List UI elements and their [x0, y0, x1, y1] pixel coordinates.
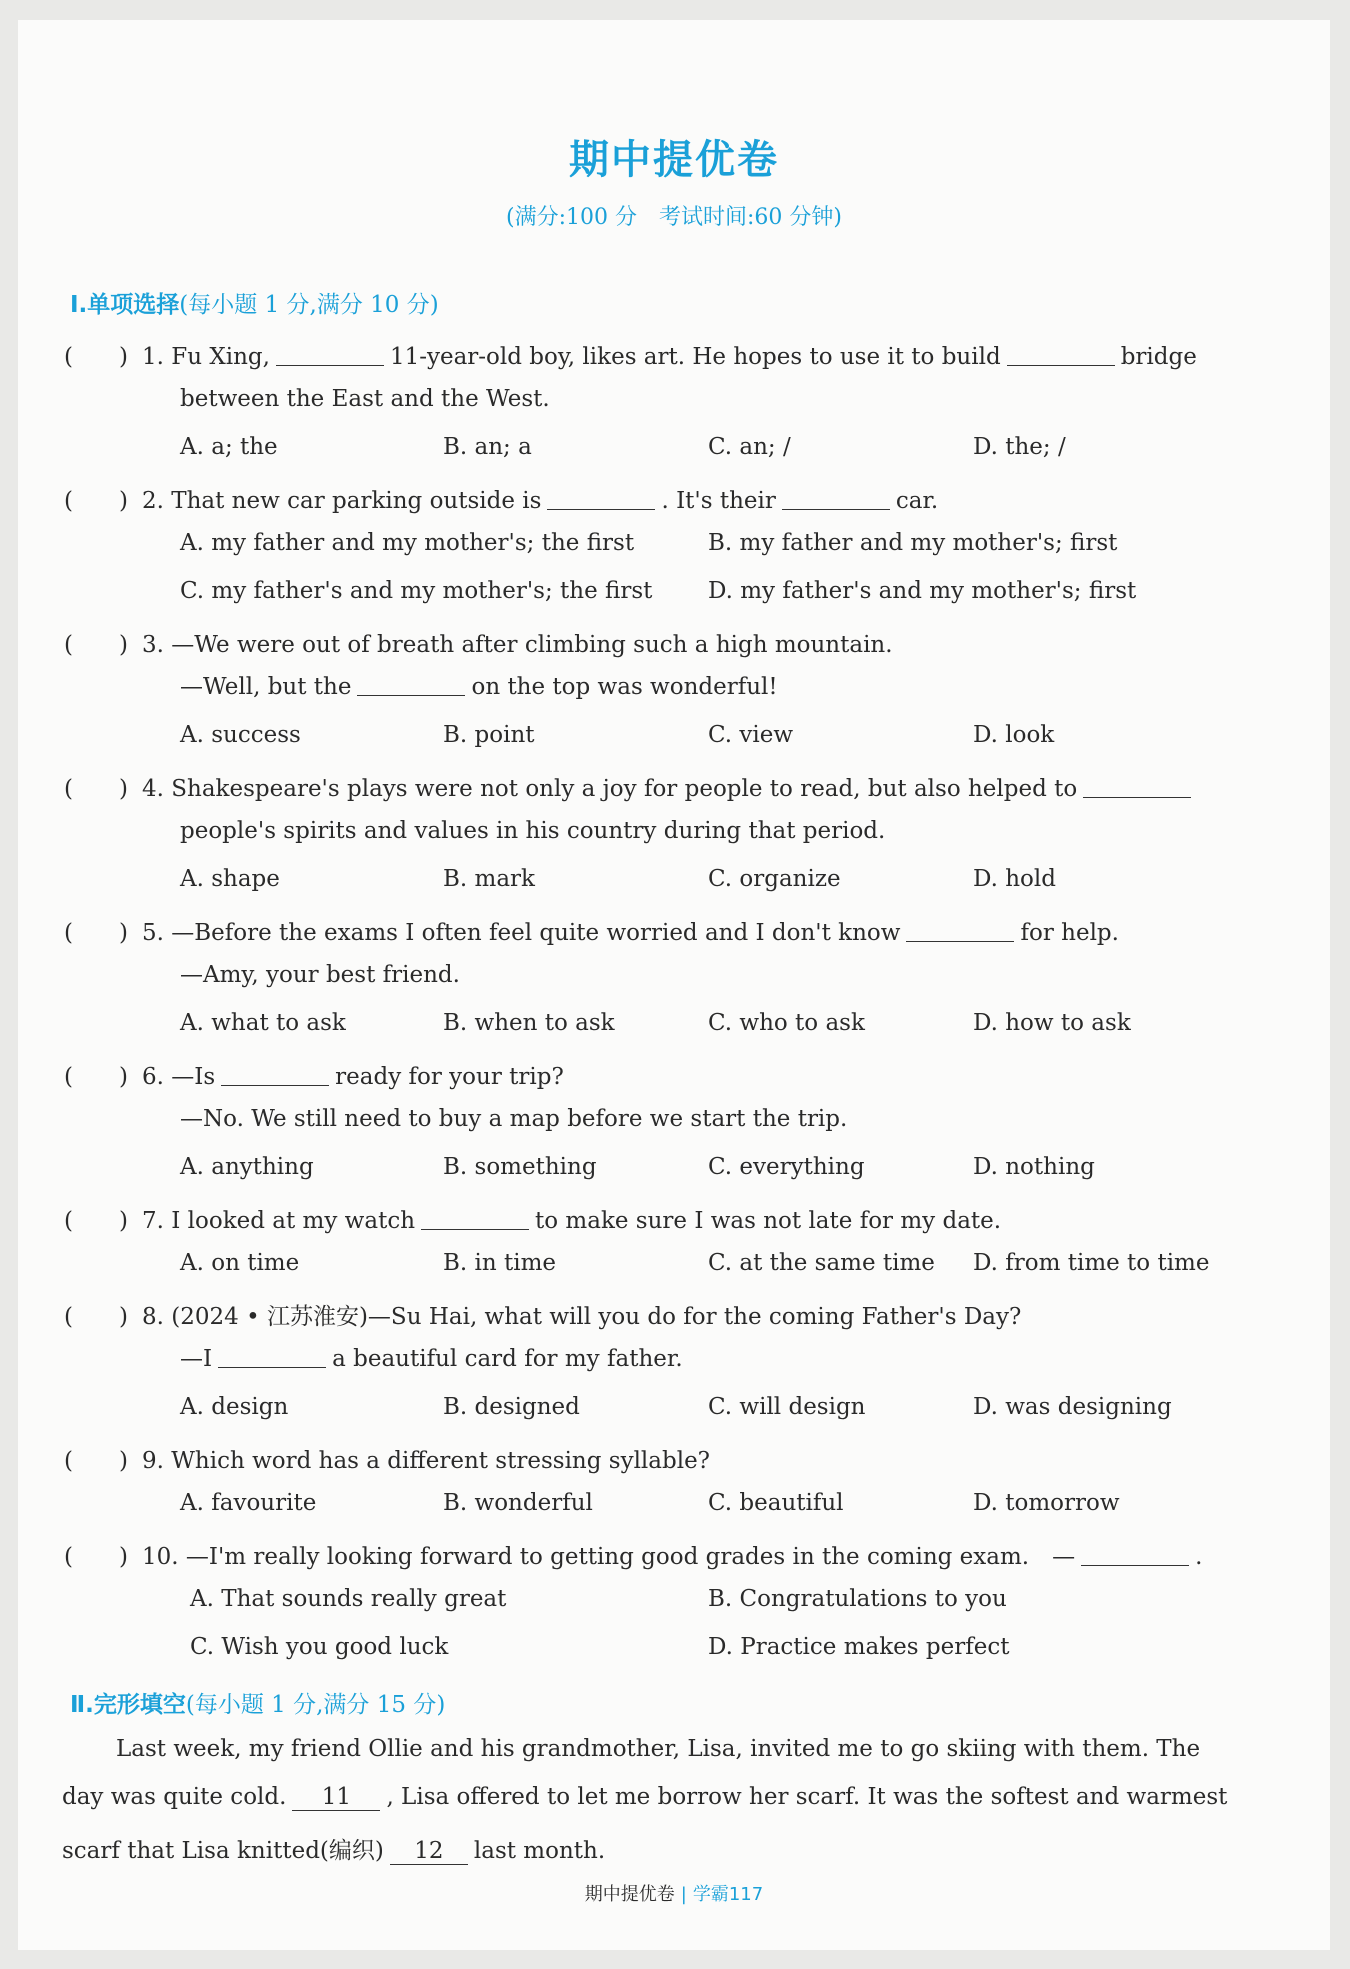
- question-text: Shakespeare's plays were not only a joy for people to read, but also helped to: [171, 776, 1078, 802]
- question-text: —Well, but the on the top was wonderful!: [180, 674, 778, 700]
- option-a[interactable]: A. shape: [180, 866, 280, 892]
- option-b[interactable]: B. my father and my mother's; first: [708, 530, 1118, 556]
- answer-bracket[interactable]: ( ): [64, 1448, 128, 1474]
- question-number: 7.: [142, 1208, 164, 1234]
- footer-title: 期中提优卷: [584, 1884, 675, 1905]
- exam-page: [18, 20, 1330, 1950]
- question-text: —Amy, your best friend.: [180, 962, 460, 988]
- answer-blank[interactable]: [547, 508, 655, 510]
- question-number: 9.: [142, 1448, 164, 1474]
- answer-blank[interactable]: [421, 1228, 529, 1230]
- option-a[interactable]: A. favourite: [180, 1490, 317, 1516]
- answer-blank[interactable]: [1081, 1564, 1189, 1566]
- question-text: 11-year-old boy, likes art. He hopes to use it to build: [389, 344, 1001, 370]
- question-3: [64, 626, 893, 659]
- option-c[interactable]: C. an; /: [708, 434, 791, 460]
- question-10: [64, 1538, 1202, 1571]
- question-text: —Is: [171, 1064, 216, 1090]
- question-number: 1.: [142, 344, 164, 370]
- answer-bracket[interactable]: ( ): [64, 1304, 128, 1330]
- option-a[interactable]: A. a; the: [180, 434, 278, 460]
- question-text: people's spirits and values in his country during that period.: [180, 818, 886, 844]
- question-text: —I a beautiful card for my father.: [180, 1346, 683, 1372]
- option-b[interactable]: B. an; a: [443, 434, 532, 460]
- answer-blank[interactable]: [276, 364, 384, 366]
- section-number: Ⅱ.: [70, 1692, 94, 1718]
- question-5: [64, 914, 1119, 947]
- option-b[interactable]: B. wonderful: [443, 1490, 593, 1516]
- section-note: (每小题 1 分,满分 15 分): [185, 1692, 446, 1718]
- option-d[interactable]: D. look: [973, 722, 1055, 748]
- option-c[interactable]: C. my father's and my mother's; the first: [180, 578, 653, 604]
- option-b[interactable]: B. Congratulations to you: [708, 1586, 1007, 1612]
- question-text: between the East and the West.: [180, 386, 550, 412]
- answer-bracket[interactable]: ( ): [64, 776, 128, 802]
- section-number: Ⅰ.: [70, 292, 88, 318]
- cloze-blank-11[interactable]: 11: [292, 1784, 380, 1811]
- question-text: Fu Xing,: [171, 344, 270, 370]
- answer-bracket[interactable]: ( ): [64, 632, 128, 658]
- option-d[interactable]: D. nothing: [973, 1154, 1095, 1180]
- option-a[interactable]: A. anything: [180, 1154, 314, 1180]
- passage-line: day was quite cold. 11 , Lisa offered to let me borrow her scarf. It was the softest and warmest: [62, 1784, 1228, 1810]
- question-text: —I'm really looking forward to getting good grades in the coming exam. —: [185, 1544, 1076, 1570]
- option-b[interactable]: B. something: [443, 1154, 597, 1180]
- page-number: 117: [728, 1884, 764, 1905]
- option-a[interactable]: A. That sounds really great: [190, 1586, 507, 1612]
- section-title: 单项选择: [87, 292, 180, 318]
- page-title: 期中提优卷: [569, 137, 779, 183]
- question-number: 2.: [142, 488, 164, 514]
- answer-bracket[interactable]: ( ): [64, 344, 128, 370]
- option-d[interactable]: D. tomorrow: [973, 1490, 1120, 1516]
- option-c[interactable]: C. everything: [708, 1154, 865, 1180]
- option-d[interactable]: D. the; /: [973, 434, 1066, 460]
- answer-blank[interactable]: [906, 940, 1014, 942]
- question-text: —We were out of breath after climbing such a high mountain.: [171, 632, 893, 658]
- question-text: —Before the exams I often feel quite worried and I don't know: [171, 920, 901, 946]
- option-a[interactable]: A. my father and my mother's; the first: [180, 530, 635, 556]
- question-4: [64, 770, 1197, 803]
- question-number: 5.: [142, 920, 164, 946]
- question-9: [64, 1442, 710, 1475]
- answer-blank[interactable]: [1083, 796, 1191, 798]
- page-subtitle: (满分:100 分 考试时间:60 分钟): [506, 205, 842, 230]
- answer-bracket[interactable]: ( ): [64, 1208, 128, 1234]
- question-1: [64, 338, 1197, 371]
- passage-line: scarf that Lisa knitted(编织) 12 last month.: [62, 1838, 606, 1864]
- option-d[interactable]: D. hold: [973, 866, 1056, 892]
- option-c[interactable]: C. organize: [708, 866, 841, 892]
- question-number: 4.: [142, 776, 164, 802]
- question-text: ready for your trip?: [335, 1064, 564, 1090]
- question-7: [64, 1202, 1001, 1235]
- answer-bracket[interactable]: ( ): [64, 1064, 128, 1090]
- question-number: 6.: [142, 1064, 164, 1090]
- answer-bracket[interactable]: ( ): [64, 488, 128, 514]
- answer-blank[interactable]: [782, 508, 890, 510]
- question-text: to make sure I was not late for my date.: [535, 1208, 1002, 1234]
- option-a[interactable]: A. success: [180, 722, 301, 748]
- page-footer: [18, 1880, 1330, 1906]
- question-text: car.: [895, 488, 939, 514]
- option-d[interactable]: D. from time to time: [973, 1250, 1210, 1276]
- question-text: Which word has a different stressing syllable?: [171, 1448, 711, 1474]
- option-b[interactable]: B. designed: [443, 1394, 580, 1420]
- option-c[interactable]: C. at the same time: [708, 1250, 935, 1276]
- option-d[interactable]: D. was designing: [973, 1394, 1172, 1420]
- answer-blank[interactable]: [218, 1366, 326, 1368]
- footer-brand: 学霸: [692, 1884, 729, 1905]
- option-d[interactable]: D. how to ask: [973, 1010, 1131, 1036]
- question-text: for help.: [1020, 920, 1119, 946]
- passage-line: Last week, my friend Ollie and his grandmother, Lisa, invited me to go skiing with them. The: [116, 1736, 1201, 1762]
- answer-bracket[interactable]: ( ): [64, 920, 128, 946]
- option-b[interactable]: B. point: [443, 722, 535, 748]
- option-a[interactable]: A. design: [180, 1394, 289, 1420]
- section-heading-2: [70, 1686, 445, 1719]
- section-title: 完形填空: [93, 1692, 186, 1718]
- question-text: bridge: [1120, 344, 1197, 370]
- option-b[interactable]: B. mark: [443, 866, 535, 892]
- option-c[interactable]: C. will design: [708, 1394, 866, 1420]
- option-c[interactable]: C. view: [708, 722, 794, 748]
- option-b[interactable]: B. in time: [443, 1250, 557, 1276]
- question-text: I looked at my watch: [171, 1208, 416, 1234]
- question-text: (2024 • 江苏淮安)—Su Hai, what will you do for the coming Father's Day?: [171, 1304, 1022, 1330]
- option-d[interactable]: D. Practice makes perfect: [708, 1634, 1010, 1660]
- option-d[interactable]: D. my father's and my mother's; first: [708, 578, 1137, 604]
- option-a[interactable]: A. what to ask: [180, 1010, 346, 1036]
- answer-blank[interactable]: [1007, 364, 1115, 366]
- question-8: [64, 1298, 1021, 1331]
- question-text: . It's their: [661, 488, 776, 514]
- option-c[interactable]: C. beautiful: [708, 1490, 844, 1516]
- question-text: That new car parking outside is: [171, 488, 542, 514]
- answer-blank[interactable]: [357, 694, 465, 696]
- section-note: (每小题 1 分,满分 10 分): [179, 292, 439, 318]
- question-number: 3.: [142, 632, 164, 658]
- question-text: .: [1195, 1544, 1203, 1570]
- question-number: 8.: [142, 1304, 164, 1330]
- question-text: —No. We still need to buy a map before we start the trip.: [180, 1106, 848, 1132]
- question-number: 10.: [142, 1544, 179, 1570]
- question-6: [64, 1058, 564, 1091]
- option-c[interactable]: C. who to ask: [708, 1010, 865, 1036]
- option-c[interactable]: C. Wish you good luck: [190, 1634, 449, 1660]
- footer-separator: |: [680, 1884, 687, 1905]
- option-a[interactable]: A. on time: [180, 1250, 300, 1276]
- question-2: [64, 482, 938, 515]
- option-b[interactable]: B. when to ask: [443, 1010, 615, 1036]
- answer-blank[interactable]: [221, 1084, 329, 1086]
- section-heading-1: [70, 286, 439, 319]
- cloze-blank-12[interactable]: 12: [390, 1838, 468, 1865]
- answer-bracket[interactable]: ( ): [64, 1544, 128, 1570]
